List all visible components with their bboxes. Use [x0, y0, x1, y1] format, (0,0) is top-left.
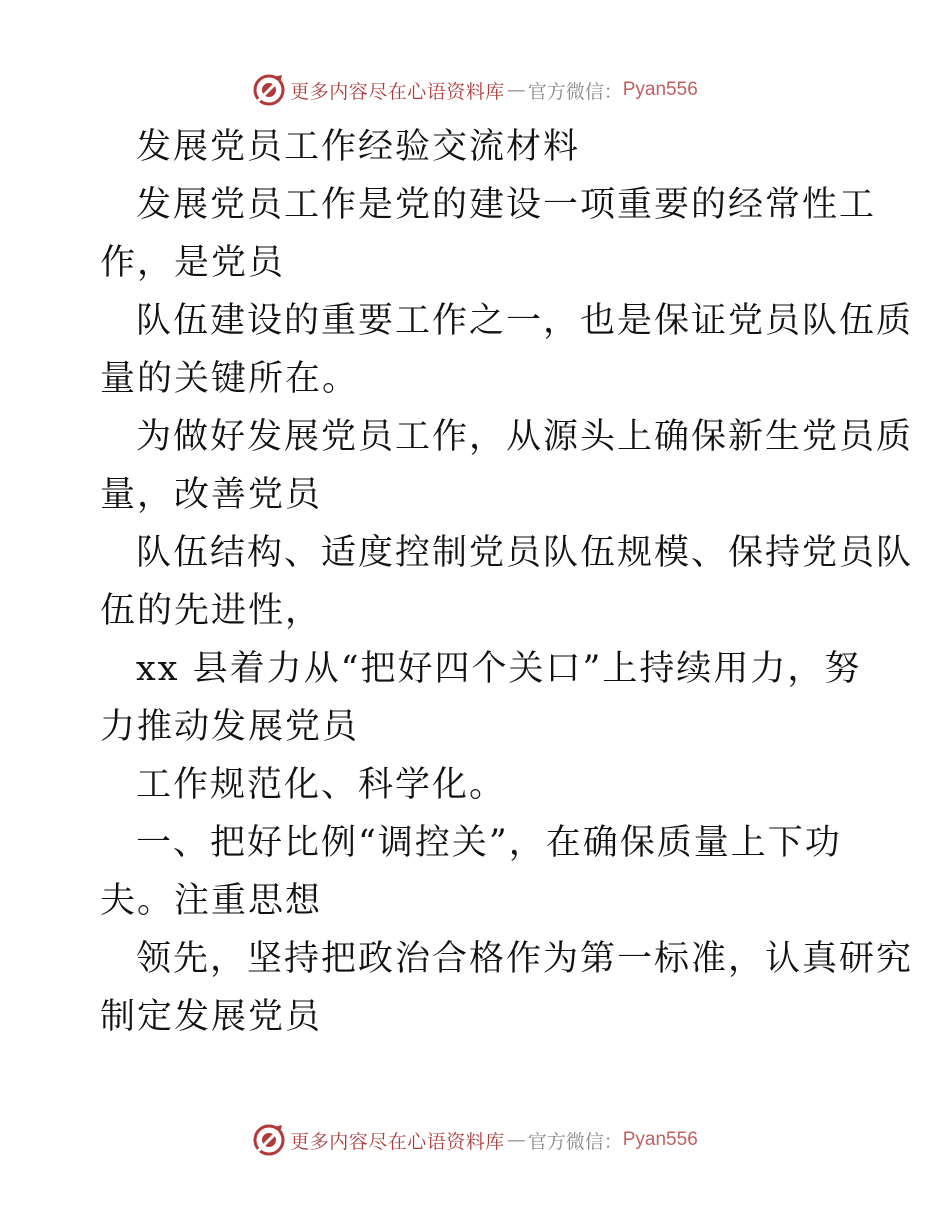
paragraph-line: 夫。注重思想 — [100, 881, 323, 921]
document-body — [100, 118, 914, 1046]
paragraph-line: 作，是党员 — [100, 243, 286, 283]
header-watermark — [0, 70, 950, 110]
paragraph-line: 发展党员工作是党的建设一项重要的经常性工 — [136, 185, 877, 225]
quill-seal-icon — [252, 73, 286, 107]
paragraph-line: 力推动发展党员 — [100, 707, 360, 747]
paragraph-line: 量的关键所在。 — [100, 359, 360, 399]
watermark-contact-label: 官方微信： — [527, 80, 623, 103]
quill-seal-icon — [252, 1123, 286, 1157]
paragraph-line: 领先，坚持把政治合格作为第一标准，认真研究 — [136, 939, 914, 979]
paragraph-line: 队伍建设的重要工作之一，也是保证党员队伍质 — [136, 301, 914, 341]
paragraph-line: 制定发展党员 — [100, 997, 323, 1037]
paragraph-line: 伍的先进性， — [100, 591, 323, 631]
watermark-contact-id: Pyan556 — [622, 1129, 698, 1150]
paragraph-line: 工作规范化、科学化。 — [136, 765, 507, 805]
watermark-brand-text: 更多内容尽在心语资料库 — [290, 1130, 505, 1153]
paragraph-line: xx 县着力从“把好四个关口”上持续用力，努 — [136, 649, 862, 689]
document-title: 发展党员工作经验交流材料 — [136, 127, 581, 167]
watermark-contact-id: Pyan556 — [622, 79, 698, 100]
footer-watermark — [0, 1120, 950, 1160]
section-heading-line: 一、把好比例“调控关”，在确保质量上下功 — [136, 823, 842, 863]
watermark-contact-label: 官方微信： — [527, 1130, 623, 1153]
watermark-separator: — — [506, 79, 526, 101]
paragraph-line: 量，改善党员 — [100, 475, 323, 515]
watermark-separator: — — [506, 1129, 526, 1151]
paragraph-line: 为做好发展党员工作，从源头上确保新生党员质 — [136, 417, 914, 457]
watermark-brand-text: 更多内容尽在心语资料库 — [290, 80, 505, 103]
paragraph-line: 队伍结构、适度控制党员队伍规模、保持党员队 — [136, 533, 914, 573]
